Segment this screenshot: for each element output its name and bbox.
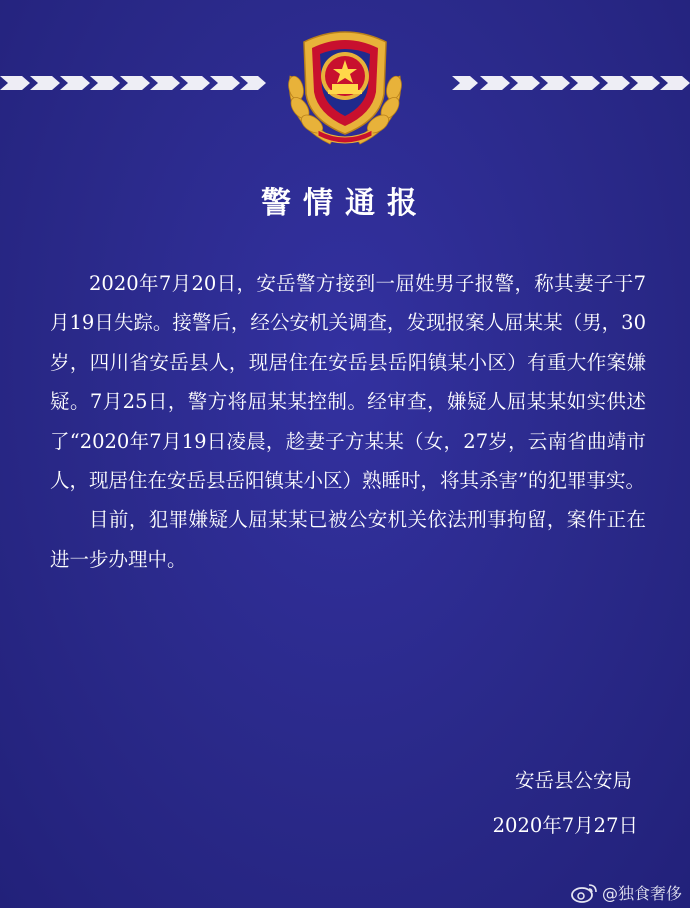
notice-paragraph-2: 目前，犯罪嫌疑人屈某某已被公安机关依法刑事拘留，案件正在进一步办理中。 (50, 508, 646, 571)
left-chevron-stripe (0, 68, 268, 98)
issue-date: 2020年7月27日 (492, 814, 638, 837)
notice-body (50, 264, 646, 579)
signature-block (493, 758, 638, 848)
issuer-name: 安岳县公安局 (514, 769, 632, 792)
right-chevron-stripe (448, 68, 690, 98)
notice-paragraph-1: 2020年7月20日，安岳警方接到一屈姓男子报警，称其妻子于7月19日失踪。接警后，经公安机关调查，发现报案人屈某某（男，30岁，四川省安岳县人，现居住在安岳县岳阳镇某小区）有重大作案嫌疑。7月25日，警方将屈某某控制。经审查，嫌疑人屈某某如实供述了“2020年7月19日凌晨，趁妻子方某某（女，27岁，云南省曲靖市人，现居住在安岳县岳阳镇某小区）熟睡时，将其杀害”的犯罪事实。 (50, 272, 646, 493)
police-emblem-icon (268, 18, 422, 156)
watermark-text: @独食奢侈 (601, 884, 682, 903)
weibo-icon (570, 882, 598, 904)
weibo-watermark (570, 881, 682, 904)
notice-title: 警情通报 (261, 186, 429, 221)
